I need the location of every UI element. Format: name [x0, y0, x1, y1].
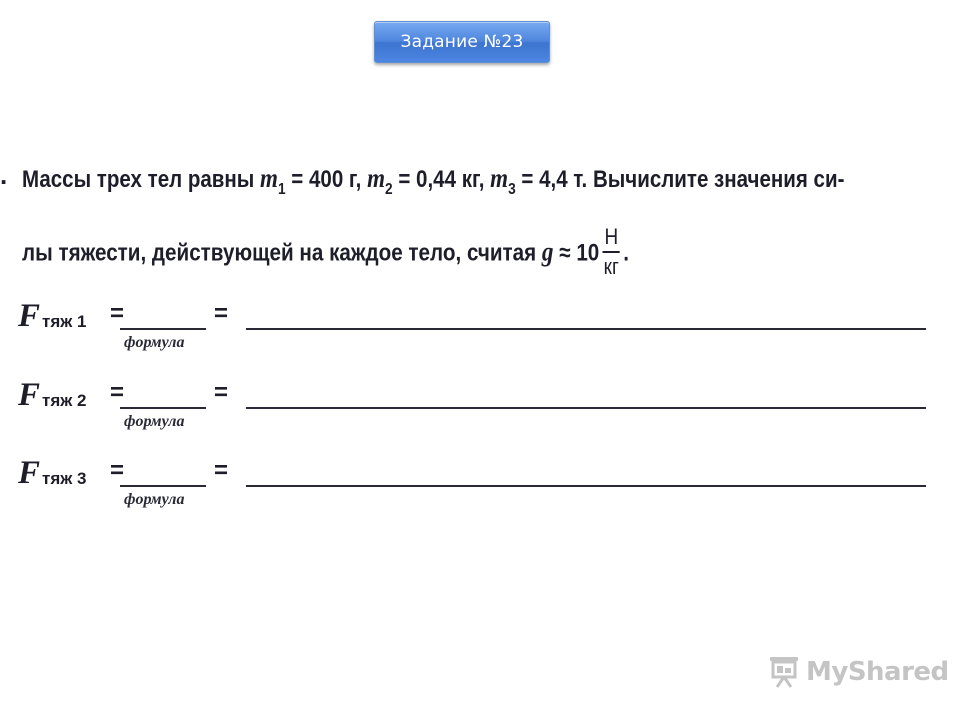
problem-text-line-1: [22, 163, 845, 198]
formula-row-3: [18, 455, 938, 515]
force-subscript: тяж 2: [42, 391, 87, 410]
watermark-text: MyShared: [806, 657, 949, 687]
formula-row-1: [18, 298, 938, 358]
m3-subscript: 3: [508, 181, 516, 198]
answer-blank-1[interactable]: [246, 328, 926, 330]
m1-subscript: 1: [277, 181, 286, 198]
equals-sign: =: [214, 457, 229, 484]
formula-caption: формула: [124, 491, 185, 508]
g-variable: g: [541, 236, 554, 267]
g-value: ≈ 10: [553, 239, 600, 267]
problem-text-intro: Массы трех тел равны: [22, 166, 261, 193]
problem-number: .: [0, 160, 8, 190]
formula-blank-1[interactable]: [120, 328, 206, 330]
problem-text-continuation: лы тяжести, действующей на каждое тело, считая: [22, 239, 542, 267]
task-23-button[interactable]: Задание №23: [374, 21, 550, 63]
formula-caption: формула: [124, 413, 185, 430]
m2-variable: m: [367, 163, 386, 193]
myshared-watermark: [768, 655, 949, 689]
force-subscript: тяж 3: [42, 469, 87, 488]
m3-variable: m: [490, 163, 509, 193]
force-symbol: F: [18, 455, 41, 491]
equals-sign: =: [110, 300, 125, 327]
formula-blank-2[interactable]: [120, 407, 206, 409]
equals-sign: =: [110, 457, 125, 484]
equals-sign: =: [110, 379, 125, 406]
projector-screen-icon: [768, 655, 800, 689]
m2-value: = 0,44 кг,: [392, 166, 491, 193]
answer-blank-3[interactable]: [246, 485, 926, 487]
answer-blank-2[interactable]: [246, 407, 926, 409]
formula-caption: формула: [124, 334, 185, 351]
m1-variable: m: [260, 163, 278, 193]
formula-row-2: [18, 377, 938, 437]
sentence-end: .: [623, 239, 630, 267]
force-subscript: тяж 1: [42, 312, 87, 331]
formula-blank-3[interactable]: [120, 485, 206, 487]
m2-subscript: 2: [385, 181, 393, 198]
equals-sign: =: [214, 379, 229, 406]
m3-value: = 4,4 т. Вычислите значения си-: [515, 166, 845, 193]
unit-fraction: [603, 225, 620, 279]
force-symbol: F: [18, 298, 41, 334]
unit-denominator: кг: [603, 254, 619, 279]
force-symbol: F: [18, 377, 41, 413]
equals-sign: =: [214, 300, 229, 327]
problem-text-line-2: [22, 224, 630, 281]
m1-value: = 400 г,: [285, 166, 368, 193]
unit-numerator: Н: [603, 225, 620, 253]
